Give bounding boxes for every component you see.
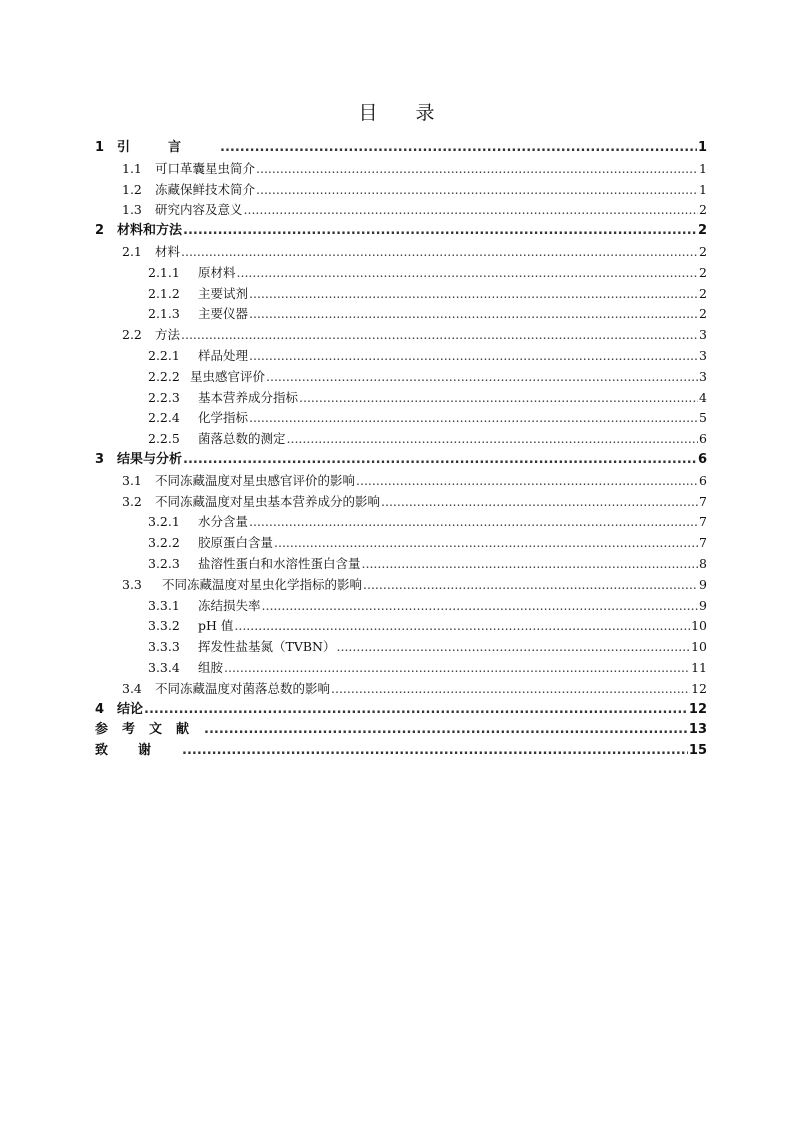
toc-label: 引言 <box>117 140 220 155</box>
toc-number: 2.2.5 <box>148 431 180 447</box>
toc-number: 2.1.2 <box>148 285 180 301</box>
toc-page: 15 <box>688 743 707 759</box>
toc-label: 盐溶性蛋白和水溶性蛋白含量 <box>198 555 361 571</box>
toc-entry-2-1-3[interactable] <box>95 304 707 325</box>
toc-leader <box>256 159 698 180</box>
toc-number: 2.2.1 <box>148 347 180 363</box>
toc-page: 10 <box>691 618 707 634</box>
toc-number: 3.3.2 <box>148 618 180 634</box>
toc-page: 4 <box>699 389 707 405</box>
toc-number: 1.2 <box>122 181 142 197</box>
toc-number: 1.1 <box>122 160 142 176</box>
toc-entry-1-2[interactable] <box>95 180 707 201</box>
toc-label: 基本营养成分指标 <box>198 389 299 405</box>
toc-number: 2.2.2 <box>148 368 180 384</box>
toc-page: 5 <box>699 410 707 426</box>
toc-label: 主要试剂 <box>198 285 249 301</box>
toc-entry-2-2-4[interactable] <box>95 408 707 429</box>
toc-entry-3-3-4[interactable] <box>95 658 707 679</box>
toc-entry-2-2-3[interactable] <box>95 388 707 409</box>
toc-entry-2-1[interactable] <box>95 242 707 263</box>
toc-label: 冻藏保鲜技术简介 <box>155 181 256 197</box>
toc-entry-3-2[interactable] <box>95 492 707 513</box>
toc-leader <box>299 388 698 409</box>
toc-number: 2.2.4 <box>148 410 180 426</box>
toc-label: 水分含量 <box>198 514 249 530</box>
toc-entry-1[interactable] <box>95 138 707 159</box>
toc-page: 6 <box>699 472 707 488</box>
toc-label: 菌落总数的测定 <box>198 431 286 447</box>
toc-entry-acknowledgements[interactable] <box>95 741 707 762</box>
toc-page: 9 <box>699 597 707 613</box>
toc-number: 1 <box>95 140 105 155</box>
toc-page: 2 <box>699 285 707 301</box>
toc-label: 不同冻藏温度对星虫基本营养成分的影响 <box>155 493 381 509</box>
toc-page: 7 <box>699 514 707 530</box>
toc-page: 7 <box>699 535 707 551</box>
toc-number: 3 <box>95 451 105 467</box>
toc-page: 2 <box>699 243 707 259</box>
toc-leader <box>244 200 699 221</box>
toc-entry-3[interactable] <box>95 450 707 471</box>
toc-label: 冻结损失率 <box>198 597 261 613</box>
page-title: 目录 <box>358 102 473 124</box>
toc-entry-2-2-2[interactable] <box>95 367 707 388</box>
toc-number: 3.2 <box>122 493 142 509</box>
toc-leader <box>331 679 690 700</box>
toc-entry-2-2[interactable] <box>95 325 707 346</box>
toc-leader <box>204 720 688 741</box>
toc-page: 9 <box>699 576 707 592</box>
toc-leader <box>224 658 690 679</box>
toc-label: 材料和方法 <box>117 223 183 239</box>
toc-leader <box>287 429 699 450</box>
toc-number: 2.1.1 <box>148 264 180 280</box>
table-of-contents <box>95 138 707 762</box>
toc-leader <box>249 284 698 305</box>
toc-number: 1.3 <box>122 202 142 218</box>
toc-leader <box>182 741 688 762</box>
toc-page: 3 <box>699 347 707 363</box>
toc-entry-4[interactable] <box>95 700 707 721</box>
toc-page: 2 <box>697 223 707 239</box>
toc-page: 7 <box>699 493 707 509</box>
toc-entry-3-3-2[interactable] <box>95 616 707 637</box>
toc-entry-3-3[interactable] <box>95 575 707 596</box>
toc-page: 2 <box>699 264 707 280</box>
toc-number: 2.1.3 <box>148 306 180 322</box>
toc-page: 13 <box>688 722 707 738</box>
toc-page: 10 <box>691 639 707 655</box>
toc-number: 3.2.3 <box>148 555 180 571</box>
toc-label: 可口革囊星虫简介 <box>155 160 256 176</box>
toc-label: 挥发性盐基氮（TVBN） <box>198 639 336 655</box>
toc-label: 结果与分析 <box>117 451 183 467</box>
toc-leader <box>237 263 699 284</box>
toc-leader <box>381 492 698 513</box>
toc-entry-3-3-1[interactable] <box>95 596 707 617</box>
toc-entry-2-1-1[interactable] <box>95 263 707 284</box>
toc-entry-2-2-5[interactable] <box>95 429 707 450</box>
toc-label: pH 值 <box>198 618 234 634</box>
toc-entry-references[interactable] <box>95 720 707 741</box>
toc-label: 化学指标 <box>198 410 249 426</box>
toc-leader <box>266 367 698 388</box>
toc-number: 3.1 <box>122 472 142 488</box>
toc-label: 材料 <box>155 243 181 259</box>
toc-label: 星虫感官评价 <box>190 368 266 384</box>
toc-number: 3.4 <box>122 680 142 696</box>
toc-entry-1-3[interactable] <box>95 200 707 221</box>
toc-leader <box>234 616 690 637</box>
toc-label: 组胺 <box>198 659 224 675</box>
toc-label: 不同冻藏温度对星虫化学指标的影响 <box>162 576 363 592</box>
toc-entry-2-2-1[interactable] <box>95 346 707 367</box>
toc-number: 2.2.3 <box>148 389 180 405</box>
toc-page: 12 <box>688 701 707 717</box>
toc-number: 3.2.1 <box>148 514 180 530</box>
toc-leader <box>256 180 698 201</box>
toc-page: 11 <box>691 659 707 675</box>
toc-number: 2.2 <box>122 327 142 343</box>
toc-leader <box>337 637 691 658</box>
toc-page: 1 <box>699 160 707 176</box>
toc-label: 研究内容及意义 <box>155 202 243 218</box>
toc-leader <box>249 512 698 533</box>
toc-number: 2.1 <box>122 243 142 259</box>
toc-entry-3-2-3[interactable] <box>95 554 707 575</box>
toc-label: 原材料 <box>198 264 236 280</box>
toc-label: 致谢 <box>95 743 182 759</box>
toc-leader <box>274 533 698 554</box>
toc-page: 2 <box>699 202 707 218</box>
toc-number: 3.3.1 <box>148 597 180 613</box>
toc-leader <box>183 221 697 242</box>
toc-entry-3-1[interactable] <box>95 471 707 492</box>
toc-page: 1 <box>699 181 707 197</box>
toc-page: 12 <box>691 680 707 696</box>
toc-leader <box>220 138 697 159</box>
toc-number: 3.3.3 <box>148 639 180 655</box>
toc-page: 6 <box>699 431 707 447</box>
toc-label: 不同冻藏温度对星虫感官评价的影响 <box>155 472 356 488</box>
toc-page: 8 <box>699 555 707 571</box>
toc-number: 2 <box>95 223 105 239</box>
toc-number: 3.3.4 <box>148 659 180 675</box>
toc-label: 主要仪器 <box>198 306 249 322</box>
toc-leader <box>262 596 699 617</box>
toc-entry-3-4[interactable] <box>95 679 707 700</box>
toc-label: 参考文献 <box>95 722 204 738</box>
toc-leader <box>362 554 699 575</box>
toc-entry-2-1-2[interactable] <box>95 284 707 305</box>
toc-page: 6 <box>697 451 707 467</box>
toc-leader <box>249 304 698 325</box>
toc-leader <box>249 408 698 429</box>
toc-number: 4 <box>95 701 105 717</box>
toc-leader <box>356 471 698 492</box>
toc-label: 不同冻藏温度对菌落总数的影响 <box>155 680 331 696</box>
toc-number: 3.3 <box>122 576 142 592</box>
toc-leader <box>181 242 698 263</box>
toc-page: 3 <box>699 368 707 384</box>
toc-entry-2[interactable] <box>95 221 707 242</box>
toc-leader <box>183 450 697 471</box>
toc-entry-3-2-2[interactable] <box>95 533 707 554</box>
toc-entry-3-3-3[interactable] <box>95 637 707 658</box>
toc-leader <box>363 575 698 596</box>
toc-leader <box>249 346 698 367</box>
toc-label: 方法 <box>155 327 181 343</box>
toc-entry-3-2-1[interactable] <box>95 512 707 533</box>
toc-label: 结论 <box>117 701 144 717</box>
toc-label: 胶原蛋白含量 <box>198 535 274 551</box>
toc-page: 2 <box>699 306 707 322</box>
toc-label: 样品处理 <box>198 347 249 363</box>
toc-page: 3 <box>699 327 707 343</box>
toc-leader <box>181 325 698 346</box>
toc-page: 1 <box>697 140 707 155</box>
toc-entry-1-1[interactable] <box>95 159 707 180</box>
toc-leader <box>144 700 688 721</box>
toc-number: 3.2.2 <box>148 535 180 551</box>
